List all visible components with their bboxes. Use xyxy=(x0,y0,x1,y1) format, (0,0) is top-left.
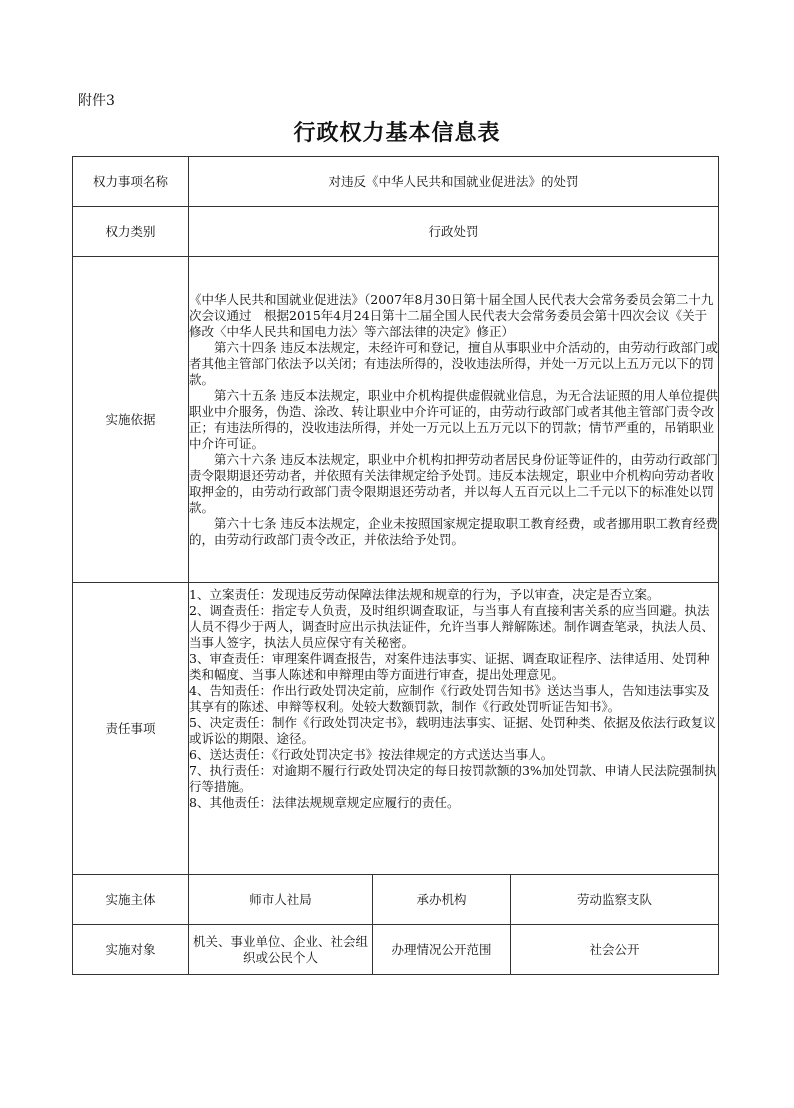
disclosure-scope-label: 办理情况公开范围 xyxy=(373,925,511,975)
subject-label: 实施主体 xyxy=(73,875,189,925)
basis-content xyxy=(189,257,719,583)
duty-item: 6、送达责任：《行政处罚决定书》按法律规定的方式送达当事人。 xyxy=(189,747,554,762)
power-category-value: 行政处罚 xyxy=(189,207,719,257)
table-row xyxy=(73,925,719,975)
duty-item: 4、告知责任：作出行政处罚决定前，应制作《行政处罚告知书》送达当事人，告知违法事实及其享有的陈述、申辩等权利。处较大数额罚款，制作《行政处罚听证告知书》。 xyxy=(189,683,710,714)
basis-paragraph: 第六十六条 违反本法规定，职业中介机构扣押劳动者居民身份证等证件的，由劳动行政部门责令限期退还劳动者，并依照有关法律规定给予处罚。违反本法规定，职业中介机构向劳动者收取押金的，由劳动行政部门责令限期退还劳动者，并以每人五百元以上二千元以下的标准处以罚款。 xyxy=(189,451,718,515)
attachment-label: 附件3 xyxy=(78,93,115,109)
power-name-label: 权力事项名称 xyxy=(73,157,189,207)
duty-item: 1、立案责任：发现违反劳动保障法律法规和规章的行为，予以审查，决定是否立案。 xyxy=(189,587,660,602)
page-title: 行政权力基本信息表 xyxy=(293,120,501,146)
duty-item: 8、其他责任：法律法规规章规定应履行的责任。 xyxy=(189,795,460,810)
duty-item: 7、执行责任：对逾期不履行行政处罚决定的每日按罚款额的3%加处罚款、申请人民法院强制执行等措施。 xyxy=(189,763,717,794)
organizer-value: 劳动监察支队 xyxy=(511,875,719,925)
duty-item: 5、决定责任：制作《行政处罚决定书》，载明违法事实、证据、处罚种类、依据及依法行政复议或诉讼的期限、途径。 xyxy=(189,715,716,746)
basis-paragraph: 第六十七条 违反本法规定，企业未按照国家规定提取职工教育经费，或者挪用职工教育经费的，由劳动行政部门责令改正，并依法给予处罚。 xyxy=(189,515,718,547)
basis-paragraph: 第六十四条 违反本法规定，未经许可和登记，擅自从事职业中介活动的，由劳动行政部门或者其他主管部门依法予以关闭；有违法所得的，没收违法所得，并处一万元以上五万元以下的罚款。 xyxy=(189,339,718,387)
basis-paragraph: 第六十五条 违反本法规定，职业中介机构提供虚假就业信息，为无合法证照的用人单位提供职业中介服务，伪造、涂改、转让职业中介许可证的，由劳动行政部门或者其他主管部门责令改正；有违法所得的，没收违法所得，并处一万元以上五万元以下的罚款；情节严重的，吊销职业中介许可证。 xyxy=(189,387,718,451)
basis-paragraph: 《中华人民共和国就业促进法》（2007年8月30日第十届全国人民代表大会常务委员会第二十九次会议通过 根据2015年4月24日第十二届全国人民代表大会常务委员会第十四次会议《关于修改〈中华人民共和国电力法〉等六部法律的决定》修正） xyxy=(189,291,714,339)
power-name-value: 对违反《中华人民共和国就业促进法》的处罚 xyxy=(189,157,719,207)
target-value: 机关、事业单位、企业、社会组织或公民个人 xyxy=(189,925,373,975)
duties-content xyxy=(189,583,719,875)
table-row xyxy=(73,157,719,207)
duties-label: 责任事项 xyxy=(73,583,189,875)
target-label: 实施对象 xyxy=(73,925,189,975)
table-row xyxy=(73,257,719,583)
organizer-label: 承办机构 xyxy=(373,875,511,925)
duty-item: 2、调查责任：指定专人负责，及时组织调查取证，与当事人有直接利害关系的应当回避。执法人员不得少于两人，调查时应出示执法证件，允许当事人辩解陈述。制作调查笔录，执法人员、当事人签字，执法人员应保守有关秘密。 xyxy=(189,603,715,650)
power-category-label: 权力类别 xyxy=(73,207,189,257)
table-row xyxy=(73,583,719,875)
disclosure-scope-value: 社会公开 xyxy=(511,925,719,975)
subject-value: 师市人社局 xyxy=(189,875,373,925)
table-row xyxy=(73,207,719,257)
table-row xyxy=(73,875,719,925)
info-table xyxy=(72,156,719,975)
duty-item: 3、审查责任：审理案件调查报告，对案件违法事实、证据、调查取证程序、法律适用、处罚种类和幅度、当事人陈述和申辩理由等方面进行审查，提出处理意见。 xyxy=(189,651,710,682)
basis-label: 实施依据 xyxy=(73,257,189,583)
